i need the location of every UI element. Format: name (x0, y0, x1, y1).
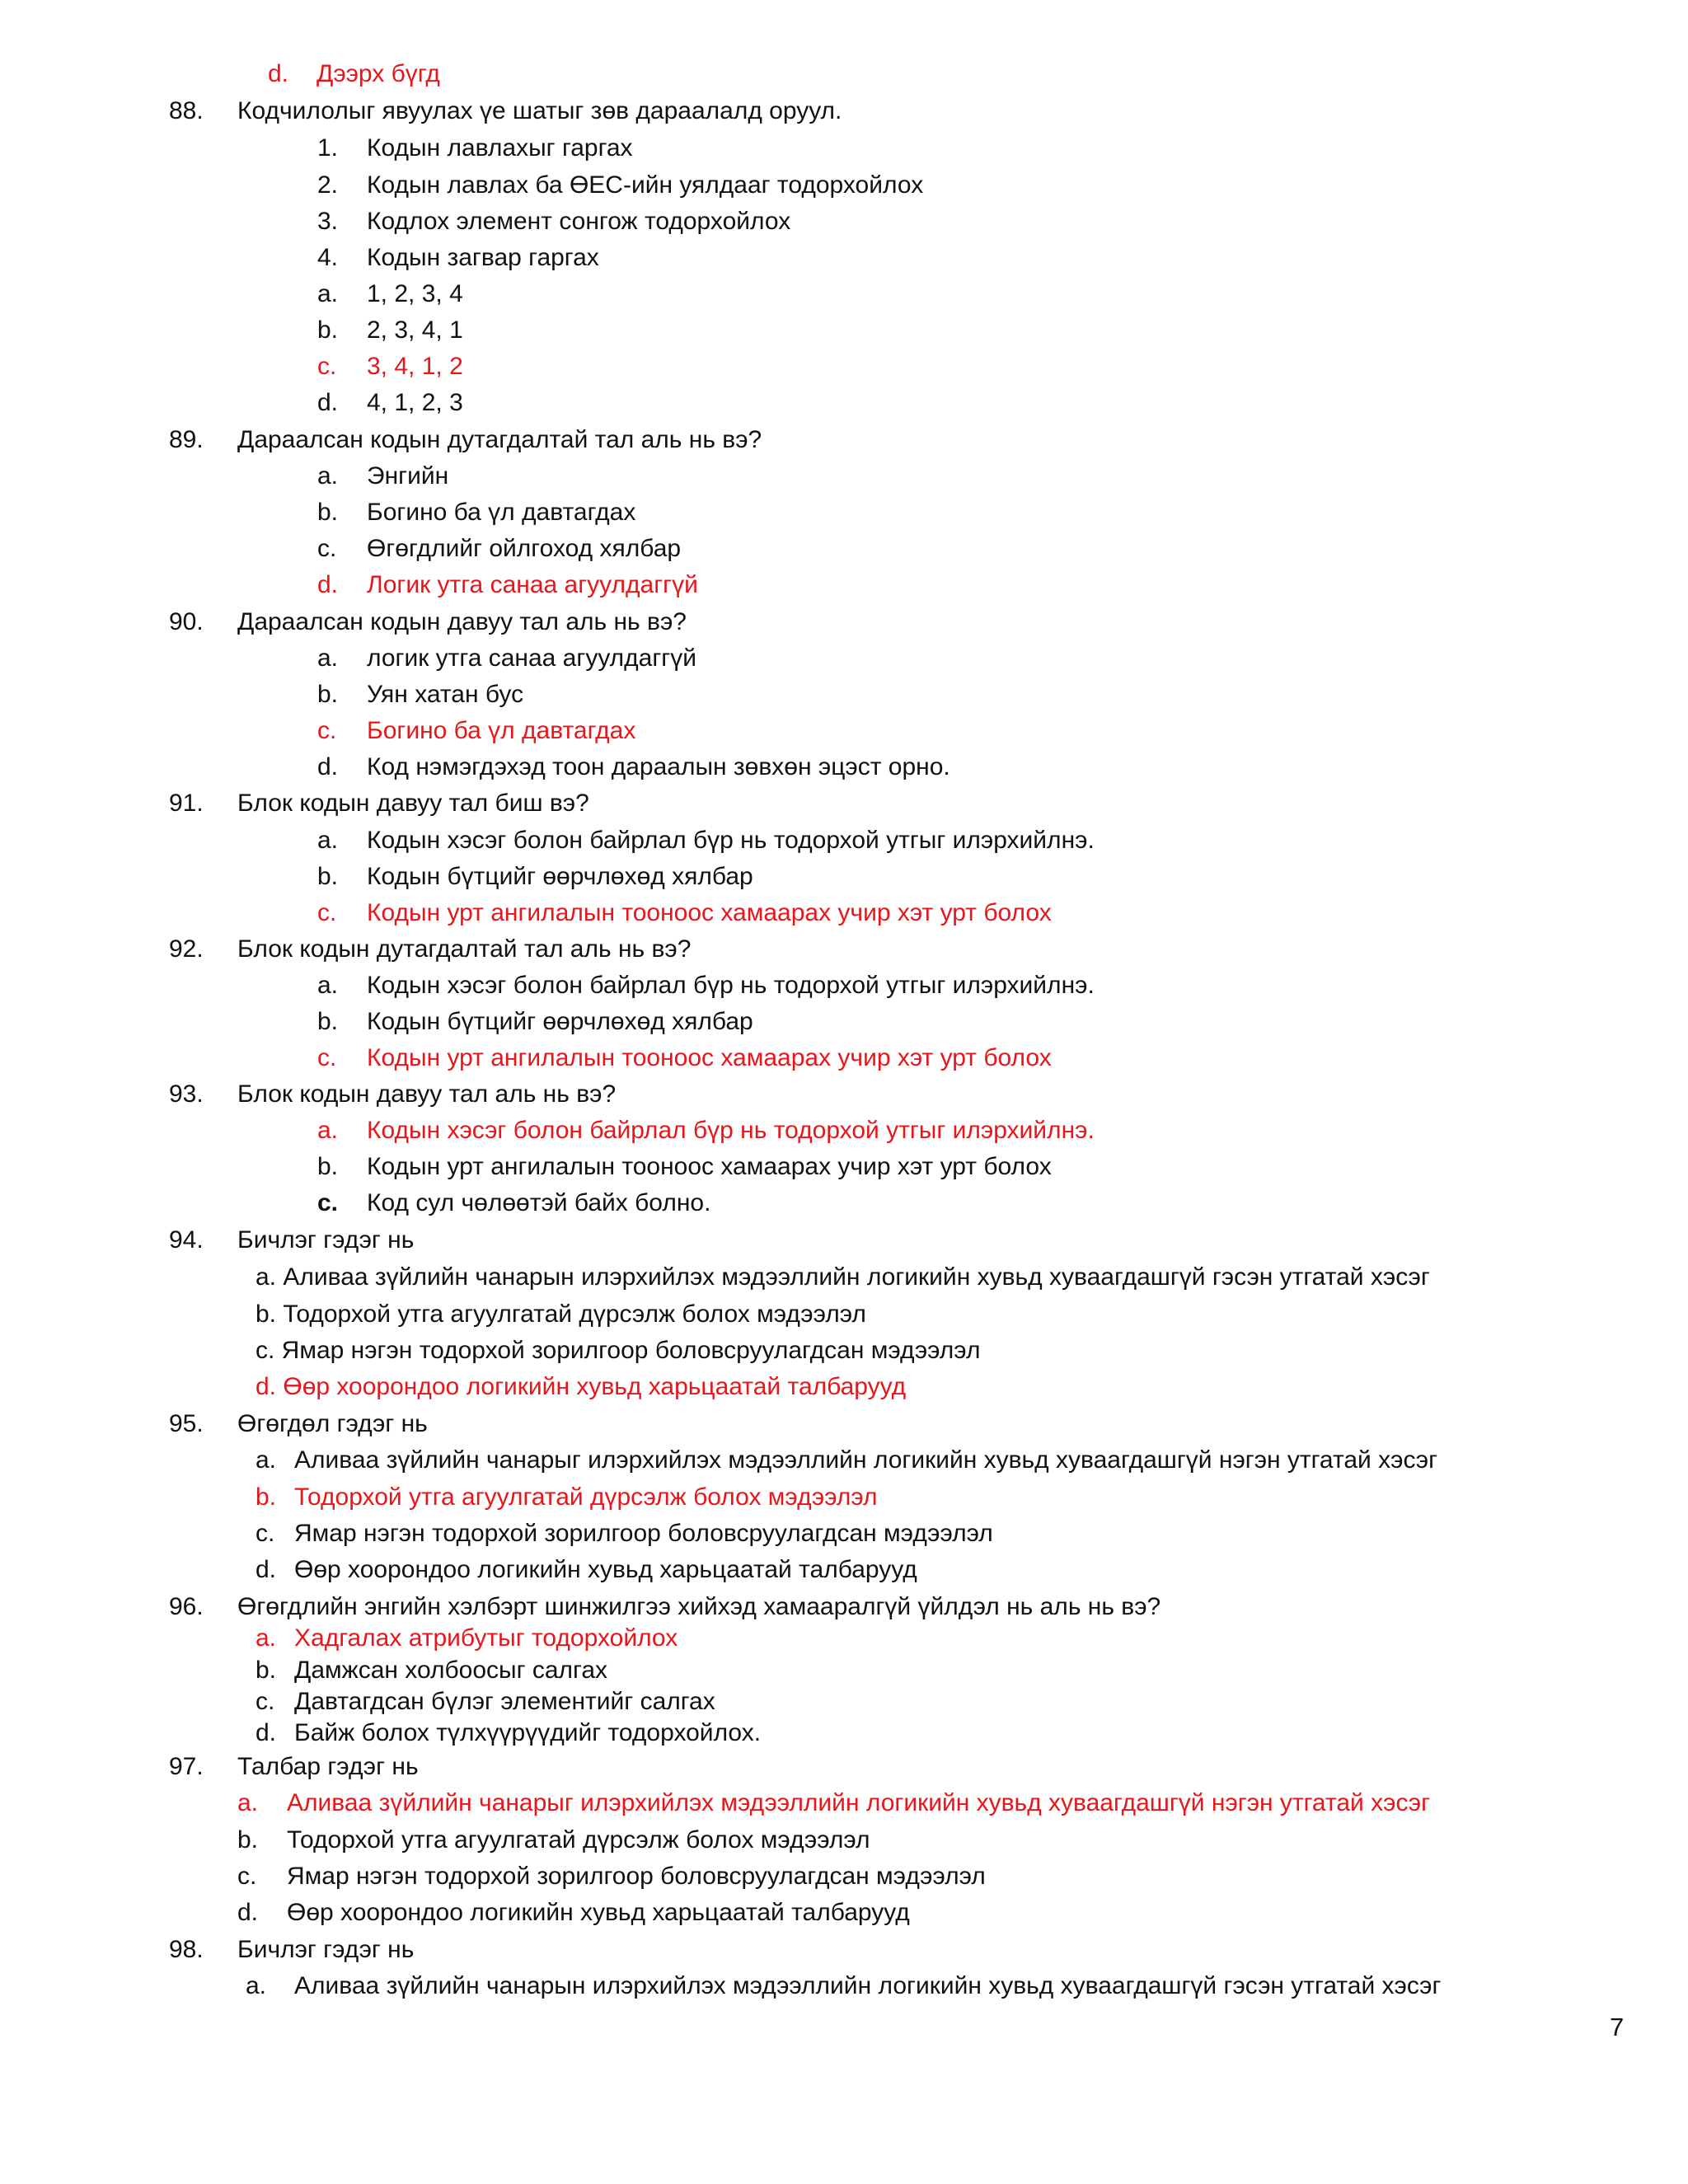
item-number: 89. (169, 426, 204, 453)
item-text: Кодын урт ангилалын тооноос хамаарах учир хэт урт болох (367, 1153, 1052, 1180)
item-number: b. (317, 681, 339, 708)
item-text: Ямар нэгэн тодорхой зорилгоор боловсруулагдсан мэдээлэл (294, 1520, 993, 1547)
item-text: Дараалсан кодын давуу тал аль нь вэ? (237, 608, 687, 635)
item-number: 88. (169, 97, 204, 124)
item-number: 92. (169, 935, 204, 963)
item-number: 98. (169, 1936, 204, 1963)
item-text: Өгөгдлийн энгийн хэлбэрт шинжилгээ хийхэд хамааралгүй үйлдэл нь аль нь вэ? (237, 1593, 1161, 1620)
item-number: c. (317, 717, 337, 744)
item-text: Хадгалах атрибутыг тодорхойлох (294, 1624, 678, 1652)
item-number: 2. (317, 171, 339, 199)
item-number: d. (256, 1556, 277, 1583)
item-text: Давтагдсан бүлэг элементийг салгах (294, 1688, 715, 1715)
item-number: a. (317, 644, 339, 672)
item-number: c. (317, 353, 337, 380)
item-number: 95. (169, 1410, 204, 1437)
item-text: 4, 1, 2, 3 (367, 389, 463, 416)
item-text: Тодорхой утга агуулгатай дүрсэлж болох мэдээлэл (294, 1483, 878, 1511)
item-number: d. (317, 753, 339, 780)
item-text: Өгөгдлийг ойлгоход хялбар (367, 535, 682, 562)
item-text: Кодын хэсэг болон байрлал бүр нь тодорхой утгыг илэрхийлнэ. (367, 1117, 1095, 1144)
item-text: d. Өөр хоорондоо логикийн хувьд харьцаатай талбарууд (256, 1373, 907, 1400)
item-number: b. (317, 499, 339, 526)
item-number: c. (317, 1189, 339, 1216)
item-text: Кодын бүтцийг өөрчлөхөд хялбар (367, 1008, 753, 1035)
item-number: d. (268, 60, 289, 87)
item-text: Аливаа зүйлийн чанарыг илэрхийлэх мэдээллийн логикийн хувьд хуваагдашгүй нэгэн утгатай хэсэг (294, 1446, 1438, 1474)
item-number: 96. (169, 1593, 204, 1620)
item-number: 90. (169, 608, 204, 635)
item-text: Кодын урт ангилалын тооноос хамаарах учир хэт урт болох (367, 1044, 1052, 1071)
item-number: b. (317, 1153, 339, 1180)
item-number: d. (317, 389, 339, 416)
item-text: Кодын лавлах ба ӨЕС-ийн уялдааг тодорхойлох (367, 171, 924, 199)
item-text: Кодын хэсэг болон байрлал бүр нь тодорхой утгыг илэрхийлнэ. (367, 972, 1095, 999)
item-text: Кодын бүтцийг өөрчлөхөд хялбар (367, 863, 753, 890)
item-text: Кодын урт ангилалын тооноос хамаарах учир хэт урт болох (367, 899, 1052, 926)
item-number: a. (317, 1117, 339, 1144)
item-text: Дамжсан холбоосыг салгах (294, 1657, 608, 1684)
item-text: Өөр хоорондоо логикийн хувьд харьцаатай талбарууд (294, 1556, 917, 1583)
item-number: b. (317, 863, 339, 890)
item-text: 1, 2, 3, 4 (367, 280, 463, 307)
item-number: 3. (317, 208, 339, 235)
item-text: Уян хатан бус (367, 681, 524, 708)
item-number: c. (256, 1520, 275, 1547)
item-number: d. (317, 571, 339, 598)
item-number: 4. (317, 244, 339, 271)
item-number: 91. (169, 790, 204, 817)
page-number: 7 (1610, 2013, 1625, 2041)
item-number: a. (317, 280, 339, 307)
item-number: a. (317, 462, 339, 490)
item-text: Тодорхой утга агуулгатай дүрсэлж болох мэдээлэл (287, 1826, 870, 1854)
item-number: c. (237, 1863, 257, 1890)
item-text: 3, 4, 1, 2 (367, 353, 463, 380)
item-text: Блок кодын давуу тал аль нь вэ? (237, 1080, 617, 1108)
item-number: b. (256, 1657, 277, 1684)
item-text: Кодын загвар гаргах (367, 244, 599, 271)
item-text: Дараалсан кодын дутагдалтай тал аль нь вэ? (237, 426, 762, 453)
item-text: Энгийн (367, 462, 449, 490)
item-number: a. (246, 1972, 267, 1999)
item-number: 97. (169, 1753, 204, 1780)
item-number: d. (256, 1719, 277, 1746)
item-text: a. Аливаа зүйлийн чанарын илэрхийлэх мэдээллийн логикийн хувьд хуваагдашгүй гэсэн утгатай хэсэг (256, 1263, 1430, 1291)
item-text: Өгөгдөл гэдэг нь (237, 1410, 428, 1437)
item-number: c. (317, 899, 337, 926)
item-text: логик утга санаа агуулдаггүй (367, 644, 696, 672)
item-text: Логик утга санаа агуулдаггүй (367, 571, 698, 598)
item-number: b. (237, 1826, 259, 1854)
item-text: Код сул чөлөөтэй байх болно. (367, 1189, 711, 1216)
item-text: Кодлох элемент сонгож тодорхойлох (367, 208, 791, 235)
item-number: 93. (169, 1080, 204, 1108)
item-text: Аливаа зүйлийн чанарыг илэрхийлэх мэдээллийн логикийн хувьд хуваагдашгүй нэгэн утгатай хэсэг (287, 1789, 1431, 1816)
item-text: Байж болох түлхүүрүүдийг тодорхойлох. (294, 1719, 762, 1746)
item-text: Талбар гэдэг нь (237, 1753, 419, 1780)
item-number: a. (256, 1624, 277, 1652)
item-number: a. (317, 972, 339, 999)
item-text: Богино ба үл давтагдах (367, 717, 636, 744)
item-number: c. (256, 1688, 275, 1715)
item-text: Бичлэг гэдэг нь (237, 1936, 415, 1963)
item-text: 2, 3, 4, 1 (367, 316, 463, 344)
item-text: Өөр хоорондоо логикийн хувьд харьцаатай талбарууд (287, 1899, 910, 1926)
item-number: 1. (317, 134, 339, 162)
item-number: 94. (169, 1226, 204, 1254)
item-number: a. (256, 1446, 277, 1474)
item-number: b. (256, 1483, 277, 1511)
item-text: c. Ямар нэгэн тодорхой зорилгоор боловсруулагдсан мэдээлэл (256, 1337, 981, 1364)
item-text: Ямар нэгэн тодорхой зорилгоор боловсруулагдсан мэдээлэл (287, 1863, 986, 1890)
item-number: b. (317, 1008, 339, 1035)
item-text: Кодын лавлахыг гаргах (367, 134, 633, 162)
item-number: c. (317, 535, 337, 562)
item-text: Аливаа зүйлийн чанарын илэрхийлэх мэдээллийн логикийн хувьд хуваагдашгүй гэсэн утгатай хэсэг (294, 1972, 1442, 1999)
item-number: d. (237, 1899, 259, 1926)
item-text: Блок кодын дутагдалтай тал аль нь вэ? (237, 935, 692, 963)
item-text: Кодын хэсэг болон байрлал бүр нь тодорхой утгыг илэрхийлнэ. (367, 827, 1095, 854)
item-text: Бичлэг гэдэг нь (237, 1226, 415, 1254)
item-text: Код нэмэгдэхэд тоон дараалын зөвхөн эцэст орно. (367, 753, 950, 780)
item-number: b. (317, 316, 339, 344)
item-text: Кодчилолыг явуулах үе шатыг зөв дараалалд оруул. (237, 97, 842, 124)
item-number: a. (237, 1789, 259, 1816)
item-number: a. (317, 827, 339, 854)
item-text: Дээрх бүгд (316, 60, 440, 87)
item-text: b. Тодорхой утга агуулгатай дүрсэлж болох мэдээлэл (256, 1301, 866, 1328)
item-text: Богино ба үл давтагдах (367, 499, 636, 526)
item-number: c. (317, 1044, 337, 1071)
item-text: Блок кодын давуу тал биш вэ? (237, 790, 589, 817)
